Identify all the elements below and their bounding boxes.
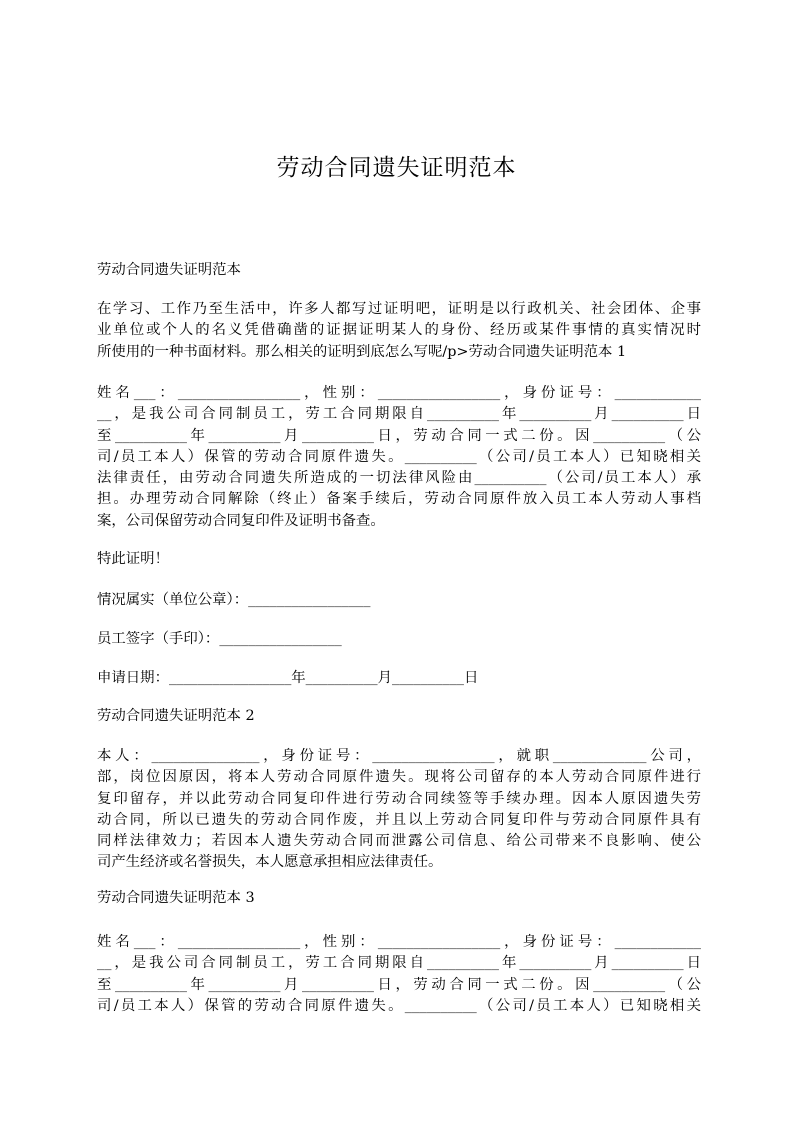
sample3-line: 姓名___：_________________，性别：_________________，身份证号：____________: [97, 934, 701, 950]
sample1-line: __，是我公司合同制员工，劳工合同期限自__________年__________月__________日: [97, 406, 701, 423]
closing-text: 特此证明！: [97, 551, 169, 567]
sample2-line: 司产生经济或名誉损失，本人愿意承担相应法律责任。: [97, 854, 443, 871]
sample2-body: [97, 746, 701, 874]
sample1-line: 担。办理劳动合同解除（终止）备案手续后，劳动合同原件放入员工本人劳动人事档: [97, 491, 701, 508]
intro-line: 所使用的一种书面材料。那么相关的证明到底怎么写呢/p>劳动合同遗失证明范本 1: [97, 343, 627, 360]
sample1-line: 至__________年__________月__________日，劳动合同一式二份。因__________（公: [97, 427, 701, 444]
sample3-body: [97, 932, 701, 1017]
sample2-line: 部，岗位因原因，将本人劳动合同原件遗失。现将公司留存的本人劳动合同原件进行: [97, 769, 701, 786]
sample3-line: 司/员工本人）保管的劳动合同原件遗失。__________（公司/员工本人）已知晓相关: [97, 997, 701, 1014]
sample3-line: 至__________年__________月__________日，劳动合同一式二份。因__________（公: [97, 976, 701, 993]
sample3-line: __，是我公司合同制员工，劳工合同期限自__________年__________月__________日: [97, 955, 701, 972]
sample2-line: 同样法律效力；若因本人遗失劳动合同而泄露公司信息、给公司带来不良影响、使公: [97, 833, 701, 850]
seal-line: 情况属实（单位公章）：_________________: [97, 592, 371, 608]
date-line: 申请日期：_________________年__________月__________日: [97, 670, 479, 686]
signature-line: 员工签字（手印）：_________________: [97, 631, 342, 647]
sample1-body: [97, 383, 701, 532]
intro-paragraph: [97, 299, 701, 363]
sample1-line: 姓名___：_________________，性别：_________________，身份证号：____________: [97, 385, 701, 401]
sample2-line: 复印留存，并以此劳动合同复印件进行劳动合同续签等手续办理。因本人原因遗失劳: [97, 790, 701, 807]
sample1-line: 司/员工本人）保管的劳动合同原件遗失。__________（公司/员工本人）已知晓相关: [97, 448, 701, 465]
intro-heading: 劳动合同遗失证明范本: [97, 262, 241, 278]
intro-line: 业单位或个人的名义凭借确凿的证据证明某人的身份、经历或某件事情的真实情况时: [97, 322, 701, 339]
sample2-line: 动合同，所以已遗失的劳动合同作废，并且以上劳动合同复印件与劳动合同原件具有: [97, 811, 701, 828]
sample1-line: 案，公司保留劳动合同复印件及证明书备查。: [97, 512, 385, 529]
sample2-heading: 劳动合同遗失证明范本 2: [97, 708, 255, 724]
page-title: 劳动合同遗失证明范本: [276, 155, 517, 182]
sample3-heading: 劳动合同遗失证明范本 3: [97, 890, 255, 906]
sample2-line: 本人：_______________，身份证号：_________________，就职_____________公司，: [97, 748, 701, 764]
intro-line: 在学习、工作乃至生活中，许多人都写过证明吧，证明是以行政机关、社会团体、企事: [97, 301, 701, 317]
sample1-line: 法律责任，由劳动合同遗失所造成的一切法律风险由__________（公司/员工本人）承: [97, 470, 701, 487]
